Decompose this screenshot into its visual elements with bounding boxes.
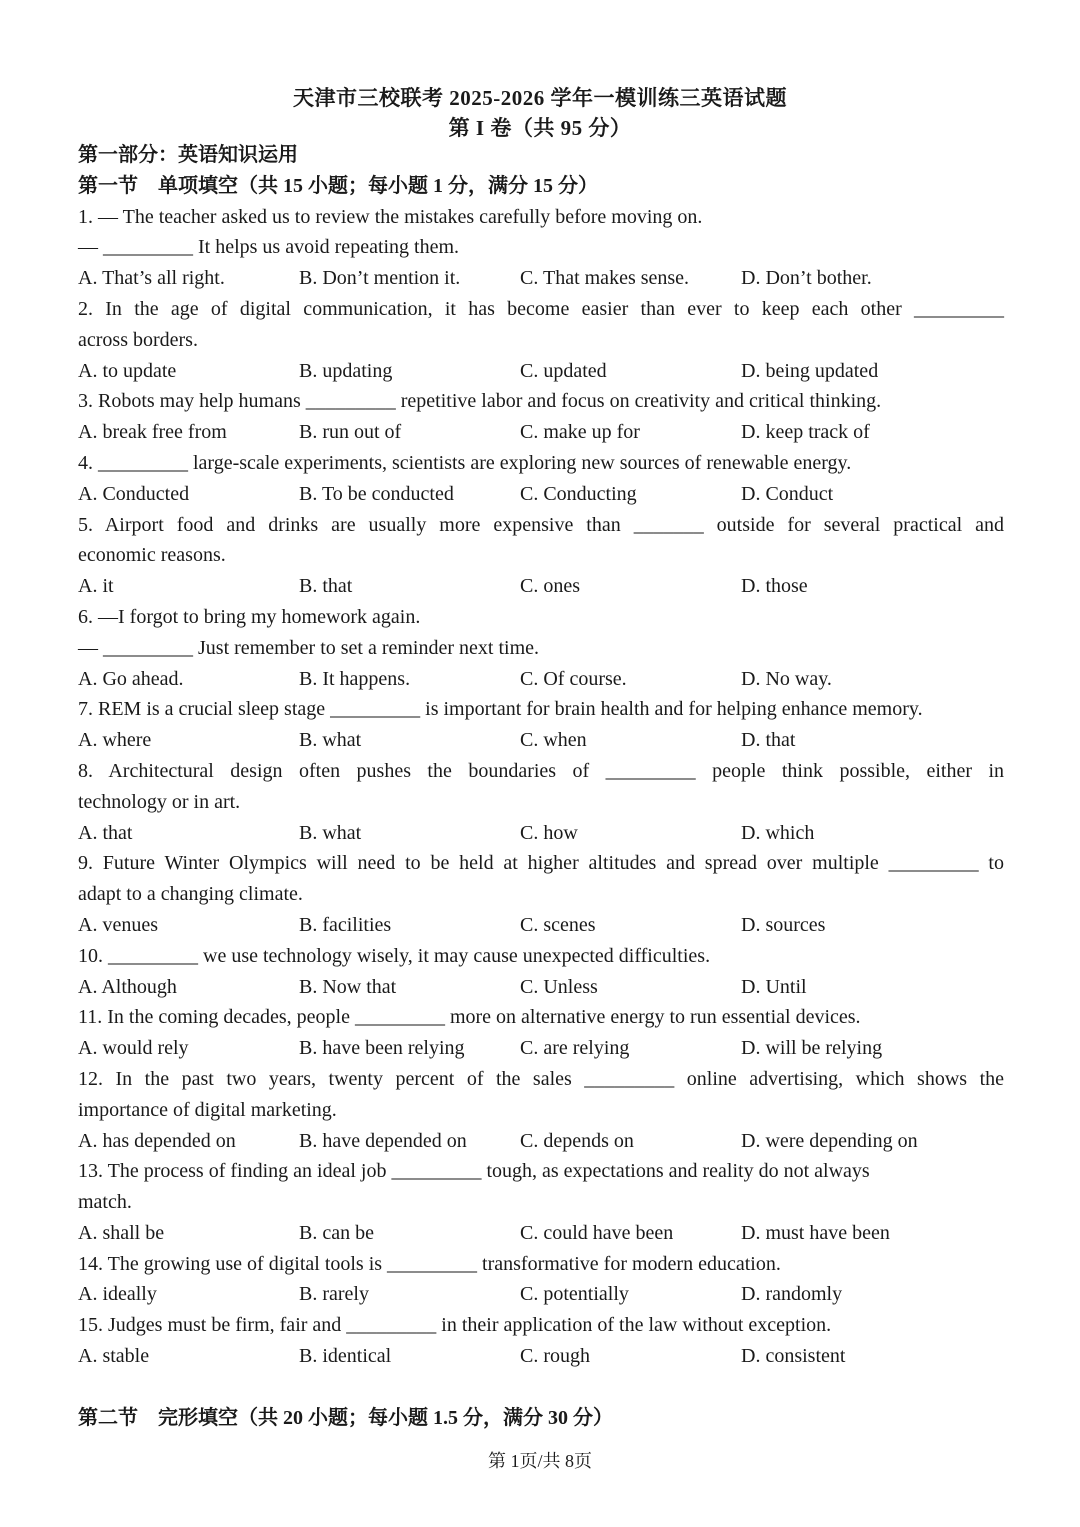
question-stem-line: 1. — The teacher asked us to review the mistakes carefully before moving on. [78,205,703,228]
exam-content [78,140,1004,1433]
option-a: A. Go ahead. [78,667,184,690]
option-d: D. Don’t bother. [741,267,872,290]
option-row [78,1033,1004,1064]
question-item [78,448,1004,510]
option-c: C. depends on [520,1129,634,1152]
option-row [78,417,1004,448]
question-stem-line: 10. _________ we use technology wisely, it may cause unexpected difficulties. [78,944,711,967]
part-heading: 第一部分：英语知识运用 [78,144,298,166]
spacer [78,1372,1004,1403]
option-a: A. Although [78,975,177,998]
option-b: B. facilities [299,913,392,936]
option-d: D. were depending on [741,1129,918,1152]
option-b: B. can be [299,1221,374,1244]
option-b: B. what [299,729,362,752]
question-item [78,602,1004,694]
option-a: A. to update [78,359,177,382]
option-a: A. that [78,821,133,844]
option-b: B. identical [299,1345,392,1368]
option-a: A. it [78,575,114,598]
option-a: A. where [78,729,152,752]
option-b: B. have been relying [299,1037,465,1060]
question-stem-line: 2. In the age of digital communication, it has become easier than ever to keep each other _________ [78,297,1004,320]
option-row [78,479,1004,510]
question-stem-line: importance of digital marketing. [78,1098,337,1121]
option-c: C. Conducting [520,482,637,505]
page-subtitle: 第 I 卷（共 95 分） [448,116,632,140]
option-row [78,1218,1004,1249]
option-b: B. To be conducted [299,482,454,505]
question-stem-line: match. [78,1191,132,1214]
option-d: D. which [741,821,815,844]
option-c: C. potentially [520,1283,629,1306]
option-d: D. Until [741,975,807,998]
option-d: D. Conduct [741,482,834,505]
option-c: C. scenes [520,913,596,936]
section-heading-2: 第二节 完形填空（共 20 小题；每小题 1.5 分，满分 30 分） [78,1406,613,1429]
question-item [78,1156,1004,1248]
option-c: C. rough [520,1345,590,1368]
option-d: D. sources [741,913,826,936]
question-item [78,294,1004,386]
option-a: A. shall be [78,1221,165,1244]
option-d: D. keep track of [741,421,870,444]
question-item [78,1249,1004,1311]
question-stem-line: 4. _________ large-scale experiments, scientists are exploring new sources of renewable energy. [78,451,852,474]
option-b: B. Now that [299,975,397,998]
option-b: B. updating [299,359,393,382]
question-stem-line: economic reasons. [78,544,226,567]
option-a: A. venues [78,913,158,936]
page-footer: 第 1页/共 8页 [487,1451,592,1471]
option-a: A. ideally [78,1283,157,1306]
question-item [78,694,1004,756]
question-stem-line: 3. Robots may help humans _________ repetitive labor and focus on creativity and critical thinking. [78,390,882,413]
question-item [78,756,1004,848]
question-stem-line: 9. Future Winter Olympics will need to be held at higher altitudes and spread over multiple _________ to [78,852,1004,875]
question-item [78,510,1004,602]
option-b: B. run out of [299,421,402,444]
question-item [78,386,1004,448]
option-d: D. randomly [741,1283,843,1306]
option-a: A. has depended on [78,1129,236,1152]
question-stem-line: 11. In the coming decades, people _________ more on alternative energy to run essential devices. [78,1006,861,1029]
page-title: 天津市三校联考 2025-2026 学年一模训练三英语试题 [293,86,787,110]
option-c: C. That makes sense. [520,267,690,290]
question-stem-line: 7. REM is a crucial sleep stage _________ is important for brain health and for helping enhance memory. [78,698,923,721]
option-a: A. would rely [78,1037,189,1060]
option-a: A. stable [78,1345,150,1368]
option-d: D. being updated [741,359,879,382]
option-row [78,1341,1004,1372]
question-stem-line: 15. Judges must be firm, fair and _________ in their application of the law without exception. [78,1314,832,1337]
question-stem-line: 13. The process of finding an ideal job _________ tough, as expectations and reality do not always [78,1160,870,1183]
option-row [78,910,1004,941]
question-item [78,1064,1004,1156]
option-row [78,972,1004,1003]
option-b: B. have depended on [299,1129,467,1152]
option-b: B. what [299,821,362,844]
option-row [78,1126,1004,1157]
option-c: C. updated [520,359,607,382]
option-d: D. No way. [741,667,832,690]
option-a: A. That’s all right. [78,267,225,290]
option-b: B. It happens. [299,667,411,690]
question-item [78,848,1004,940]
option-row [78,263,1004,294]
option-c: C. ones [520,575,580,598]
question-stem-line: technology or in art. [78,790,241,813]
option-d: D. must have been [741,1221,890,1244]
option-row [78,571,1004,602]
option-c: C. when [520,729,587,752]
question-stem-line: — _________ It helps us avoid repeating them. [78,236,460,259]
option-row [78,1279,1004,1310]
question-item [78,1002,1004,1064]
option-d: D. that [741,729,796,752]
question-item [78,202,1004,294]
question-stem-line: 6. —I forgot to bring my homework again. [78,605,421,628]
option-row [78,664,1004,695]
question-item [78,941,1004,1003]
option-c: C. are relying [520,1037,630,1060]
question-stem-line: 12. In the past two years, twenty percent of the sales _________ online advertising, which shows the [78,1067,1004,1090]
option-b: B. that [299,575,353,598]
option-d: D. those [741,575,808,598]
option-b: B. rarely [299,1283,369,1306]
option-a: A. break free from [78,421,227,444]
question-stem-line: 5. Airport food and drinks are usually more expensive than _______ outside for several practical and [78,513,1004,536]
question-stem-line: 14. The growing use of digital tools is _________ transformative for modern education. [78,1252,781,1275]
question-item [78,1310,1004,1372]
option-d: D. consistent [741,1345,846,1368]
option-a: A. Conducted [78,482,190,505]
option-c: C. make up for [520,421,640,444]
option-c: C. could have been [520,1221,674,1244]
option-c: C. how [520,821,578,844]
option-c: C. Of course. [520,667,627,690]
question-list [78,202,1004,1372]
option-row [78,725,1004,756]
question-stem-line: adapt to a changing climate. [78,883,303,906]
option-row [78,356,1004,387]
section-heading: 第一节 单项填空（共 15 小题；每小题 1 分，满分 15 分） [78,174,598,197]
option-d: D. will be relying [741,1037,883,1060]
option-row [78,818,1004,849]
question-stem-line: 8. Architectural design often pushes the boundaries of _________ people think possible, either in [78,759,1004,782]
option-b: B. Don’t mention it. [299,267,461,290]
question-stem-line: — _________ Just remember to set a reminder next time. [78,636,540,659]
question-stem-line: across borders. [78,328,198,351]
option-c: C. Unless [520,975,598,998]
